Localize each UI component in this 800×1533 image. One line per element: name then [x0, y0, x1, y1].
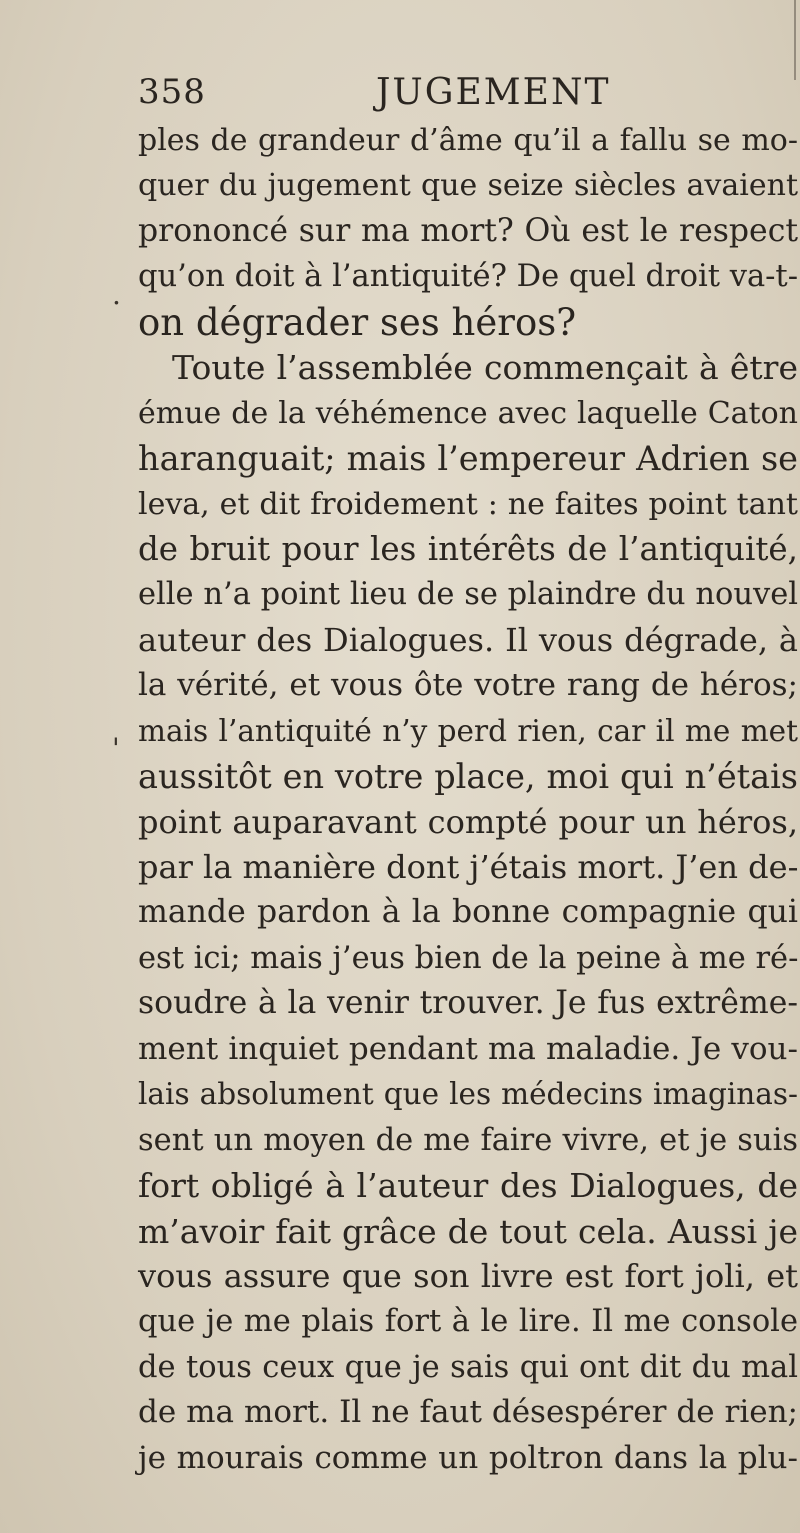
margin-tick-mark: ': [112, 732, 120, 765]
text-line: de tous ceux que je sais qui ont dit du mal: [138, 1349, 798, 1385]
text-line: ples de grandeur d’âme qu’il a fallu se mo-: [138, 123, 798, 158]
margin-dot-mark: .: [112, 278, 121, 311]
text-line: haranguait; mais l’empereur Adrien se: [138, 439, 798, 479]
text-line: est ici; mais j’eus bien de la peine à me ré-: [138, 940, 799, 976]
text-line: on dégrader ses héros?: [138, 300, 577, 344]
text-line: lais absolument que les médecins imaginas-: [138, 1077, 798, 1112]
text-line: fort obligé à l’auteur des Dialogues, de: [138, 1166, 798, 1206]
text-line: mais l’antiquité n’y perd rien, car il me met: [138, 713, 798, 748]
text-line: de ma mort. Il ne faut désespérer de rien;: [138, 1394, 798, 1431]
page-number: 358: [138, 72, 206, 112]
text-line: m’avoir fait grâce de tout cela. Aussi je: [138, 1211, 798, 1251]
text-line: de bruit pour les intérêts de l’antiquité,: [138, 529, 798, 568]
text-line: émue de la véhémence avec laquelle Caton: [138, 395, 798, 431]
text-line: auteur des Dialogues. Il vous dégrade, à: [138, 620, 798, 659]
text-line: leva, et dit froidement : ne faites point tant: [138, 486, 798, 522]
text-line: par la manière dont j’étais mort. J’en de-: [138, 848, 799, 886]
page-edge: [794, 0, 796, 80]
text-line: aussitôt en votre place, moi qui n’étais: [138, 757, 798, 797]
text-line: je mourais comme un poltron dans la plu-: [138, 1439, 798, 1476]
text-line: qu’on doit à l’antiquité? De quel droit va-t-: [138, 259, 798, 295]
text-line: point auparavant compté pour un héros,: [138, 802, 798, 841]
running-title: JUGEMENT: [376, 72, 611, 113]
text-line: ment inquiet pendant ma maladie. Je vou-: [138, 1030, 798, 1067]
text-line: sent un moyen de me faire vivre, et je suis: [138, 1122, 798, 1158]
text-line: soudre à la venir trouver. Je fus extrême-: [138, 985, 798, 1022]
text-body: [138, 118, 798, 1481]
text-line: mande pardon à la bonne compagnie qui: [138, 894, 798, 931]
text-line: prononcé sur ma mort? Où est le respect: [138, 212, 798, 249]
text-line: elle n’a point lieu de se plaindre du nouvel: [138, 577, 798, 613]
running-head: [138, 72, 658, 116]
text-line: la vérité, et vous ôte votre rang de héros;: [138, 667, 798, 704]
text-line: vous assure que son livre est fort joli, et: [138, 1256, 798, 1295]
text-line: que je me plais fort à le lire. Il me console: [138, 1304, 798, 1340]
text-line: quer du jugement que seize siècles avaient: [138, 168, 798, 204]
paragraph-start-line: Toute l’assemblée commençait à être: [172, 348, 798, 388]
